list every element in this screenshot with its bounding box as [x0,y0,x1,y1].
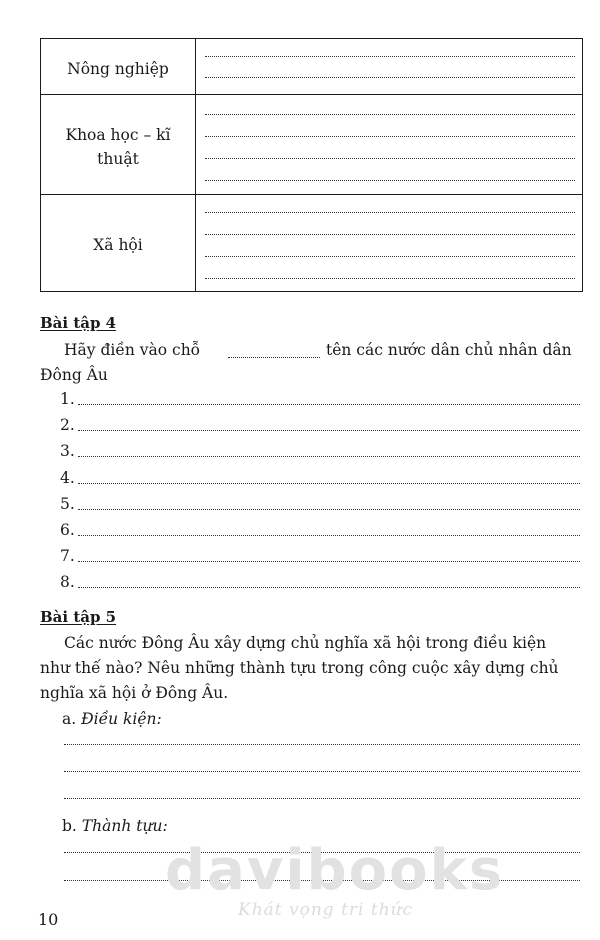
answer-line[interactable] [205,234,575,235]
row-label-line: Khoa học – kĩ [65,126,171,144]
table-row-society [41,195,582,291]
ex5-part-a [62,710,162,728]
answer-line[interactable] [78,404,580,405]
answer-line[interactable] [205,180,575,181]
exercise-5-heading: Bài tập 5 [40,608,117,626]
ex5-part-b [62,817,168,835]
list-item-number: 2. [60,416,75,434]
list-item-number: 3. [60,442,75,460]
ex4-instruction-part1: Hãy điền vào chỗ [64,341,201,359]
answer-line[interactable] [64,798,580,799]
part-b-label: Thành tựu: [81,817,168,835]
answer-line[interactable] [64,771,580,772]
answer-line[interactable] [205,136,575,137]
row-label-science-tech [41,123,195,171]
watermark-tagline: Khát vọng tri thức [238,900,414,920]
list-item-number: 5. [60,495,75,513]
comparison-table [40,38,583,292]
ex4-instruction-part2: tên các nước dân chủ nhân dân [326,341,572,359]
answer-line[interactable] [205,56,575,57]
answer-line[interactable] [205,158,575,159]
blank-placeholder [228,357,320,358]
part-a-prefix: a. [62,710,77,728]
answer-line[interactable] [78,587,580,588]
answer-line[interactable] [64,744,580,745]
answer-line[interactable] [205,212,575,213]
ex5-question-line: như thế nào? Nêu những thành tựu trong công cuộc xây dựng chủ [40,659,559,677]
answer-line[interactable] [205,278,575,279]
watermark-brand: davibooks [165,838,505,903]
row-label-line: thuật [97,150,139,168]
answer-line[interactable] [205,256,575,257]
answer-line[interactable] [78,483,580,484]
ex5-question-line: nghĩa xã hội ở Đông Âu. [40,684,229,702]
row-label-agriculture: Nông nghiệp [67,60,169,78]
table-row-agriculture [41,39,582,95]
answer-line[interactable] [78,430,580,431]
page-number: 10 [38,910,59,929]
answer-line[interactable] [205,114,575,115]
answer-line[interactable] [78,456,580,457]
table-row-science-tech [41,95,582,195]
part-a-label: Điều kiện: [81,710,162,728]
list-item-number: 1. [60,390,75,408]
list-item-number: 8. [60,573,75,591]
list-item-number: 6. [60,521,75,539]
answer-line[interactable] [205,77,575,78]
answer-line[interactable] [78,509,580,510]
exercise-4-heading: Bài tập 4 [40,314,117,332]
list-item-number: 7. [60,547,75,565]
part-b-prefix: b. [62,817,77,835]
answer-line[interactable] [78,535,580,536]
ex5-question-line: Các nước Đông Âu xây dựng chủ nghĩa xã hội trong điều kiện [64,634,547,652]
row-label-society: Xã hội [93,236,143,254]
ex4-instruction-line2: Đông Âu [40,366,108,384]
list-item-number: 4. [60,469,75,487]
answer-line[interactable] [78,561,580,562]
